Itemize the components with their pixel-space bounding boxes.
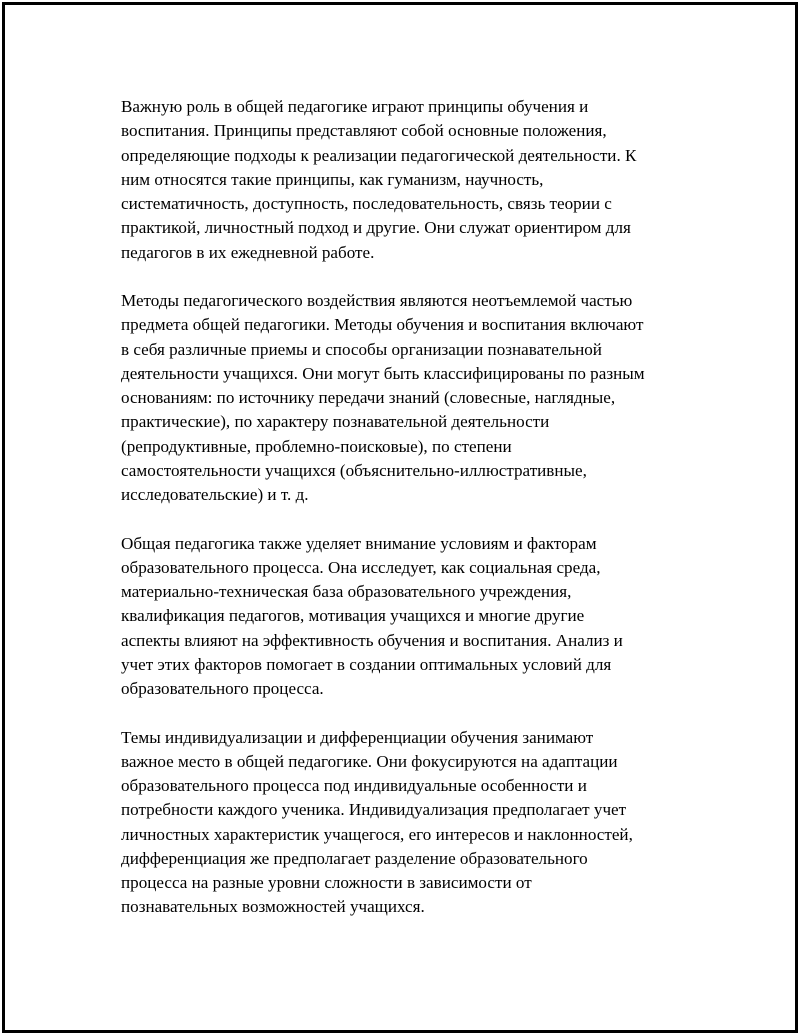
paragraph	[121, 726, 693, 920]
paragraph-line: образовательного процесса под индивидуальные особенности и	[121, 776, 587, 795]
paragraph-line: в себя различные приемы и способы организации познавательной	[121, 339, 602, 359]
paragraph-line: воспитания. Принципы представляют собой основные положения,	[121, 121, 607, 141]
paragraph-line: (репродуктивные, проблемно-поисковые), по степени	[121, 436, 512, 456]
paragraph-line: практикой, личностный подход и другие. Они служат ориентиром для	[121, 218, 631, 238]
paragraph-line: деятельности учащихся. Они могут быть классифицированы по разным	[121, 363, 645, 383]
paragraph-line: Темы индивидуализации и дифференциации обучения занимают	[121, 727, 594, 747]
paragraph-line: материально-техническая база образовательного учреждения,	[121, 582, 572, 601]
paragraph-line: Важную роль в общей педагогике играют принципы обучения и	[121, 97, 589, 116]
paragraph-line: важное место в общей педагогике. Они фокусируются на адаптации	[121, 751, 618, 771]
paragraph-line: познавательных возможностей учащихся.	[121, 897, 425, 917]
paragraph-line: Методы педагогического воздействия являются неотъемлемой частью	[121, 291, 633, 310]
paragraph-line: определяющие подходы к реализации педагогической деятельности. К	[121, 145, 637, 165]
paragraph-line: педагогов в их ежедневной работе.	[121, 242, 375, 262]
paragraph-line: дифференциация же предполагает разделение образовательного	[121, 848, 588, 868]
page-frame	[2, 2, 798, 1033]
paragraph-line: практические), по характеру познавательной деятельности	[121, 412, 550, 432]
paragraph-line: систематичность, доступность, последовательность, связь теории с	[121, 194, 612, 213]
paragraph-line: учет этих факторов помогает в создании оптимальных условий для	[121, 654, 612, 674]
paragraph-line: основаниям: по источнику передачи знаний (словесные, наглядные,	[121, 388, 616, 407]
document-body	[121, 95, 693, 944]
paragraph-line: образовательного процесса. Она исследует, как социальная среда,	[121, 557, 601, 577]
paragraph-line: образовательного процесса.	[121, 679, 324, 698]
paragraph-line: квалификация педагогов, мотивация учащихся и многие другие	[121, 606, 585, 626]
paragraph	[121, 95, 693, 265]
paragraph-line: аспекты влияют на эффективность обучения и воспитания. Анализ и	[121, 630, 623, 650]
paragraph	[121, 532, 693, 702]
paragraph-line: потребности каждого ученика. Индивидуализация предполагает учет	[121, 800, 627, 820]
paragraph	[121, 289, 693, 507]
paragraph-line: процесса на разные уровни сложности в зависимости от	[121, 873, 532, 892]
paragraph-line: Общая педагогика также уделяет внимание условиям и факторам	[121, 533, 597, 553]
paragraph-line: личностных характеристик учащегося, его интересов и наклонностей,	[121, 824, 633, 844]
paragraph-line: самостоятельности учащихся (объяснительно-иллюстративные,	[121, 460, 587, 480]
paragraph-line: ним относятся такие принципы, как гуманизм, научность,	[121, 169, 544, 189]
paragraph-line: исследовательские) и т. д.	[121, 485, 309, 504]
paragraph-line: предмета общей педагогики. Методы обучения и воспитания включают	[121, 315, 644, 335]
